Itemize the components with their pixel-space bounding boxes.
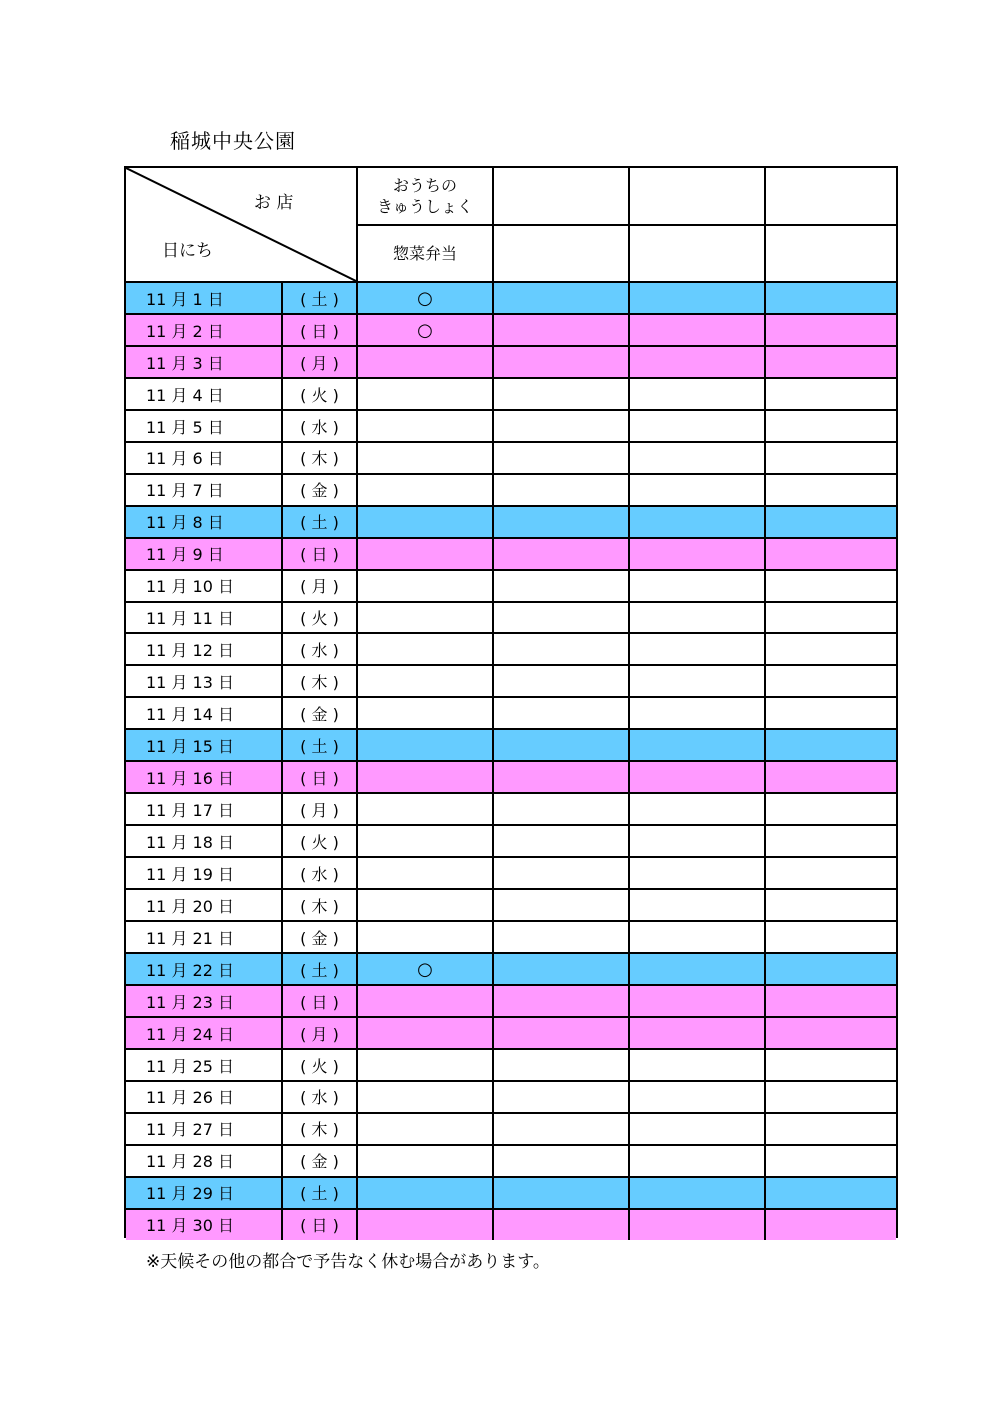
date-text: 11 月 27 日 [146,1120,234,1140]
shop-cell-3 [628,1018,764,1048]
shop-cell-3 [628,443,764,473]
shop-cell-1 [356,571,492,601]
shop-cell-1 [356,283,492,313]
weekday-cell: ( 日 ) [281,762,356,792]
shop-cell-3 [628,954,764,984]
shop-cell-1 [356,379,492,409]
shop-cell-1 [356,826,492,856]
weekday-cell: ( 金 ) [281,698,356,728]
shop-cell-4 [764,379,896,409]
weekday-cell: ( 月 ) [281,571,356,601]
shop-cell-4 [764,1146,896,1176]
date-text: 11 月 30 日 [146,1216,234,1236]
shop-cell-3 [628,475,764,505]
weekday-cell: ( 木 ) [281,1114,356,1144]
shop-cell-1 [356,1114,492,1144]
table-row [126,441,896,473]
shop-cell-4 [764,890,896,920]
shop-cell-4 [764,539,896,569]
table-row [126,888,896,920]
date-text: 11 月 20 日 [146,896,234,916]
date-text: 11 月 13 日 [146,673,234,693]
shop-cell-1 [356,507,492,537]
shop-cell-2 [492,603,628,633]
table-row [126,505,896,537]
weekday-cell: ( 火 ) [281,379,356,409]
shop-cell-2 [492,379,628,409]
weekday-cell: ( 月 ) [281,347,356,377]
footnote: ※天候その他の都合で予告なく休む場合があります。 [146,1252,550,1272]
shop-cell-1 [356,922,492,952]
open-mark: ○ [417,958,433,980]
date-text: 11 月 24 日 [146,1024,234,1044]
weekday-cell: ( 日 ) [281,539,356,569]
date-text: 11 月 15 日 [146,737,234,757]
date-text: 11 月 28 日 [146,1152,234,1172]
shop-cell-4 [764,1018,896,1048]
date-cell [126,890,281,920]
weekday-cell: ( 金 ) [281,475,356,505]
shop-cell-4 [764,730,896,760]
date-cell [126,1082,281,1112]
table-row [126,824,896,856]
shop-cell-3 [628,794,764,824]
shop-cell-3 [628,1146,764,1176]
shop-cell-1 [356,730,492,760]
table-row [126,601,896,633]
date-text: 11 月 9 日 [146,545,224,565]
header-corner-cell [126,168,356,281]
date-text: 11 月 25 日 [146,1056,234,1076]
shop-cell-2 [492,507,628,537]
date-text: 11 月 3 日 [146,353,224,373]
shop-cell-2 [492,1178,628,1208]
shop-cell-1 [356,443,492,473]
date-cell [126,347,281,377]
shop-cell-2 [492,411,628,441]
date-text: 11 月 7 日 [146,481,224,501]
date-cell [126,443,281,473]
table-row [126,792,896,824]
weekday-cell: ( 月 ) [281,1018,356,1048]
shop-cell-2 [492,571,628,601]
header-shop-name [630,168,764,224]
shop-cell-3 [628,1178,764,1208]
weekday-cell: ( 金 ) [281,922,356,952]
shop-cell-3 [628,347,764,377]
shop-cell-1 [356,986,492,1016]
shop-cell-4 [764,1082,896,1112]
date-text: 11 月 17 日 [146,800,234,820]
weekday-cell: ( 日 ) [281,1210,356,1240]
shop-cell-2 [492,539,628,569]
table-row [126,377,896,409]
table-row [126,920,896,952]
date-cell [126,986,281,1016]
page-title: 稲城中央公園 [170,129,296,153]
shop-cell-2 [492,1082,628,1112]
shop-cell-4 [764,698,896,728]
shop-cell-1 [356,1050,492,1080]
shop-cell-3 [628,858,764,888]
shop-cell-4 [764,1178,896,1208]
shop-cell-3 [628,283,764,313]
weekday-cell: ( 水 ) [281,858,356,888]
date-cell [126,698,281,728]
shop-cell-3 [628,1082,764,1112]
weekday-cell: ( 日 ) [281,315,356,345]
weekday-cell: ( 金 ) [281,1146,356,1176]
table-row [126,696,896,728]
shop-cell-2 [492,1114,628,1144]
date-text: 11 月 18 日 [146,832,234,852]
shop-cell-2 [492,634,628,664]
open-mark: ○ [417,319,433,341]
table-row [126,1016,896,1048]
shop-cell-1 [356,634,492,664]
header-shop-column-3 [628,168,764,281]
date-text: 11 月 21 日 [146,928,234,948]
date-cell [126,794,281,824]
shop-cell-1 [356,954,492,984]
weekday-cell: ( 木 ) [281,666,356,696]
shop-cell-2 [492,1018,628,1048]
header-shop-name [494,168,628,224]
date-text: 11 月 16 日 [146,768,234,788]
date-text: 11 月 23 日 [146,992,234,1012]
date-cell [126,666,281,696]
shop-cell-2 [492,283,628,313]
weekday-cell: ( 水 ) [281,1082,356,1112]
table-row [126,1080,896,1112]
shop-cell-1 [356,1178,492,1208]
date-text: 11 月 5 日 [146,417,224,437]
table-row [126,409,896,441]
date-cell [126,858,281,888]
weekday-cell: ( 土 ) [281,283,356,313]
table-row [126,1208,896,1240]
shop-cell-4 [764,1050,896,1080]
shop-cell-4 [764,443,896,473]
date-cell [126,922,281,952]
date-text: 11 月 6 日 [146,449,224,469]
shop-cell-3 [628,507,764,537]
date-cell [126,1050,281,1080]
shop-cell-2 [492,698,628,728]
date-cell [126,1178,281,1208]
shop-cell-4 [764,922,896,952]
shop-cell-3 [628,634,764,664]
date-cell [126,283,281,313]
shop-cell-2 [492,890,628,920]
date-cell [126,1146,281,1176]
date-cell [126,634,281,664]
shop-cell-2 [492,922,628,952]
shop-cell-3 [628,890,764,920]
date-text: 11 月 2 日 [146,321,224,341]
weekday-cell: ( 土 ) [281,507,356,537]
shop-cell-3 [628,922,764,952]
weekday-cell: ( 木 ) [281,443,356,473]
date-text: 11 月 19 日 [146,864,234,884]
shop-cell-1 [356,890,492,920]
shop-cell-4 [764,475,896,505]
shop-cell-4 [764,315,896,345]
shop-cell-1 [356,603,492,633]
shop-cell-2 [492,475,628,505]
shop-cell-4 [764,826,896,856]
table-header [126,168,896,281]
date-text: 11 月 8 日 [146,513,224,533]
shop-cell-3 [628,379,764,409]
shop-cell-2 [492,315,628,345]
weekday-cell: ( 土 ) [281,730,356,760]
shop-cell-3 [628,1050,764,1080]
header-shop-category [494,224,628,281]
weekday-cell: ( 水 ) [281,634,356,664]
shop-cell-2 [492,986,628,1016]
date-text: 11 月 14 日 [146,705,234,725]
table-row [126,281,896,313]
weekday-cell: ( 日 ) [281,986,356,1016]
date-cell [126,1114,281,1144]
shop-cell-3 [628,730,764,760]
shop-cell-2 [492,443,628,473]
date-cell [126,411,281,441]
weekday-cell: ( 火 ) [281,603,356,633]
shop-cell-3 [628,986,764,1016]
shop-cell-4 [764,954,896,984]
table-row [126,313,896,345]
table-row [126,984,896,1016]
shop-cell-4 [764,794,896,824]
table-row [126,345,896,377]
date-cell [126,507,281,537]
date-cell [126,379,281,409]
date-text: 11 月 22 日 [146,960,234,980]
shop-cell-3 [628,698,764,728]
diagonal-divider [126,168,356,281]
table-row [126,664,896,696]
shop-cell-1 [356,315,492,345]
date-cell [126,603,281,633]
shop-cell-4 [764,507,896,537]
table-row [126,473,896,505]
date-cell [126,539,281,569]
shop-cell-1 [356,1210,492,1240]
shop-cell-2 [492,954,628,984]
table-row [126,952,896,984]
shop-cell-3 [628,762,764,792]
table-row [126,1048,896,1080]
shop-cell-2 [492,730,628,760]
shop-cell-3 [628,1114,764,1144]
shop-cell-1 [356,411,492,441]
shop-cell-1 [356,762,492,792]
weekday-cell: ( 土 ) [281,954,356,984]
date-cell [126,1210,281,1240]
header-date-label: 日にち [162,241,213,261]
weekday-cell: ( 火 ) [281,826,356,856]
table-row [126,760,896,792]
header-shop-label: お 店 [254,193,294,213]
shop-cell-4 [764,603,896,633]
shop-cell-4 [764,411,896,441]
date-text: 11 月 10 日 [146,577,234,597]
weekday-cell: ( 木 ) [281,890,356,920]
shop-cell-3 [628,315,764,345]
shop-cell-2 [492,1146,628,1176]
shop-cell-2 [492,347,628,377]
open-mark: ○ [417,287,433,309]
header-shop-category: 惣菜弁当 [358,224,492,281]
shop-cell-4 [764,858,896,888]
shop-cell-3 [628,539,764,569]
shop-cell-4 [764,986,896,1016]
date-cell [126,1018,281,1048]
date-cell [126,571,281,601]
shop-cell-1 [356,539,492,569]
date-text: 11 月 11 日 [146,609,234,629]
header-shop-category [766,224,896,281]
shop-cell-4 [764,571,896,601]
shop-cell-4 [764,283,896,313]
date-text: 11 月 4 日 [146,385,224,405]
shop-cell-4 [764,762,896,792]
header-shop-name [766,168,896,224]
shop-cell-1 [356,698,492,728]
shop-cell-1 [356,475,492,505]
weekday-cell: ( 火 ) [281,1050,356,1080]
table-row [126,1176,896,1208]
shop-cell-4 [764,634,896,664]
table-row [126,537,896,569]
table-row [126,1144,896,1176]
shop-cell-3 [628,571,764,601]
date-text: 11 月 12 日 [146,641,234,661]
shop-cell-4 [764,347,896,377]
header-shop-column-4 [764,168,896,281]
date-cell [126,762,281,792]
date-cell [126,475,281,505]
date-cell [126,826,281,856]
table-row [126,569,896,601]
shop-cell-1 [356,347,492,377]
shop-cell-4 [764,666,896,696]
header-shop-column-1 [356,168,492,281]
shop-cell-2 [492,762,628,792]
shop-cell-1 [356,858,492,888]
date-cell [126,315,281,345]
shop-cell-4 [764,1114,896,1144]
shop-cell-3 [628,1210,764,1240]
date-cell [126,954,281,984]
shop-cell-1 [356,1018,492,1048]
date-text: 11 月 26 日 [146,1088,234,1108]
shop-cell-1 [356,666,492,696]
shop-cell-1 [356,794,492,824]
shop-cell-3 [628,411,764,441]
date-cell [126,730,281,760]
shop-cell-3 [628,666,764,696]
header-shop-name: おうちの きゅうしょく [376,176,473,216]
schedule-table [124,166,898,1238]
shop-cell-1 [356,1082,492,1112]
table-row [126,632,896,664]
shop-cell-3 [628,603,764,633]
shop-cell-4 [764,1210,896,1240]
shop-cell-2 [492,666,628,696]
table-row [126,728,896,760]
shop-cell-2 [492,794,628,824]
shop-cell-3 [628,826,764,856]
date-text: 11 月 1 日 [146,289,224,309]
shop-cell-2 [492,1050,628,1080]
shop-cell-2 [492,1210,628,1240]
header-shop-category [630,224,764,281]
weekday-cell: ( 水 ) [281,411,356,441]
shop-cell-2 [492,826,628,856]
shop-cell-2 [492,858,628,888]
shop-cell-1 [356,1146,492,1176]
table-row [126,1112,896,1144]
table-row [126,856,896,888]
weekday-cell: ( 月 ) [281,794,356,824]
date-text: 11 月 29 日 [146,1184,234,1204]
header-shop-column-2 [492,168,628,281]
weekday-cell: ( 土 ) [281,1178,356,1208]
